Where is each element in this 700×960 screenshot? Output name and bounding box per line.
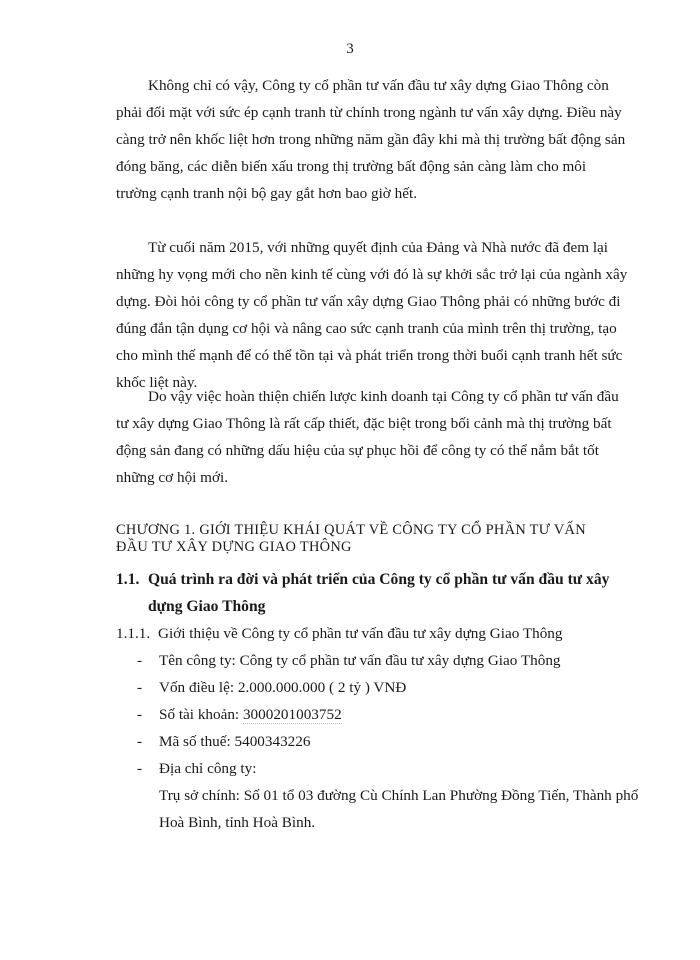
chapter-heading-line: ĐẦU TƯ XÂY DỰNG GIAO THÔNG xyxy=(116,539,352,555)
item-label: Địa chỉ công ty: xyxy=(159,760,257,777)
address-line: Hoà Bình, tỉnh Hoà Bình. xyxy=(159,814,316,831)
item-label: Vốn điều lệ: xyxy=(159,679,235,696)
item-value: 5400343226 xyxy=(234,733,311,750)
text-line: động sản đang có những dấu hiệu của sự phục hồi để công ty có thể nắm bắt tốt xyxy=(116,442,599,459)
text-line: trường cạnh tranh nội bộ gay gắt hơn bao giờ hết. xyxy=(116,185,417,202)
text-line: dựng. Đòi hỏi công ty cổ phần tư vấn xây dựng Giao Thông phải có những bước đi xyxy=(116,293,621,310)
item-label: Mã số thuế: xyxy=(159,733,231,750)
subsection-heading xyxy=(116,620,562,647)
section-number: 1.1. xyxy=(116,571,140,588)
list-item-company-name xyxy=(137,647,561,674)
text-line: khốc liệt này. xyxy=(116,374,198,391)
list-item-tax-code xyxy=(137,728,561,755)
text-line: phải đối mặt với sức ép cạnh tranh từ chính trong ngành tư vấn xây dựng. Điều này xyxy=(116,104,622,121)
text-line: càng trở nên khốc liệt hơn trong những năm gần đây khi mà thị trường bất động sản xyxy=(116,131,626,148)
page-number: 3 xyxy=(346,41,354,57)
list-item-account-number xyxy=(137,701,561,728)
section-title-line: Quá trình ra đời và phát triển của Công ty cổ phần tư vấn đầu tư xây xyxy=(148,571,610,588)
subsection-number: 1.1.1. xyxy=(116,625,151,642)
section-heading xyxy=(116,566,661,620)
company-address xyxy=(159,782,638,836)
company-info-list xyxy=(137,647,561,782)
paragraph-competition xyxy=(116,72,654,207)
item-label: Tên công ty: xyxy=(159,652,236,669)
list-item-address xyxy=(137,755,561,782)
bullet-dash: - xyxy=(137,706,143,723)
section-title-line: dựng Giao Thông xyxy=(148,598,266,615)
list-item-charter-capital xyxy=(137,674,561,701)
address-line: Trụ sở chính: Số 01 tổ 03 đường Cù Chính Lan Phường Đồng Tiến, Thành phố xyxy=(159,787,639,804)
chapter-heading-line: CHƯƠNG 1. GIỚI THIỆU KHÁI QUÁT VỀ CÔNG TY CỔ PHẦN TƯ VẤN xyxy=(116,522,586,538)
item-value: 2.000.000.000 ( 2 tỷ ) VNĐ xyxy=(237,679,407,696)
chapter-heading xyxy=(116,522,656,556)
text-line: những hy vọng mới cho nền kinh tế cùng với đó là sự khởi sắc trở lại của ngành xây xyxy=(116,266,628,283)
text-line: Từ cuối năm 2015, với những quyết định của Đảng và Nhà nước đã đem lại xyxy=(148,239,608,256)
item-label: Số tài khoản: xyxy=(159,706,240,723)
text-line: đúng đắn tận dụng cơ hội và nâng cao sức cạnh tranh của mình trên thị trường, tạo xyxy=(116,320,617,337)
bullet-dash: - xyxy=(137,652,143,669)
text-line: đóng băng, các diễn biến xấu trong thị trường bất động sản càng làm cho môi xyxy=(116,158,587,175)
item-value: 3000201003752 xyxy=(242,706,342,723)
bullet-dash: - xyxy=(137,733,143,750)
item-value: Công ty cổ phần tư vấn đầu tư xây dựng Giao Thông xyxy=(239,652,561,669)
text-line: Không chỉ có vậy, Công ty cổ phần tư vấn đầu tư xây dựng Giao Thông còn xyxy=(148,77,609,94)
subsection-title: Giới thiệu về Công ty cổ phần tư vấn đầu tư xây dựng Giao Thông xyxy=(158,625,563,642)
bullet-dash: - xyxy=(137,760,143,777)
text-line: Do vậy việc hoàn thiện chiến lược kinh doanh tại Công ty cổ phần tư vấn đầu xyxy=(148,388,619,405)
text-line: tư xây dựng Giao Thông là rất cấp thiết, đặc biệt trong bối cảnh mà thị trường bất xyxy=(116,415,612,432)
bullet-dash: - xyxy=(137,679,143,696)
text-line: cho mình thế mạnh để có thể tồn tại và phát triển trong thời buổi cạnh tranh hết sức xyxy=(116,347,623,364)
paragraph-since-2015 xyxy=(116,234,654,396)
paragraph-strategy xyxy=(116,383,654,491)
text-line: những cơ hội mới. xyxy=(116,469,229,486)
